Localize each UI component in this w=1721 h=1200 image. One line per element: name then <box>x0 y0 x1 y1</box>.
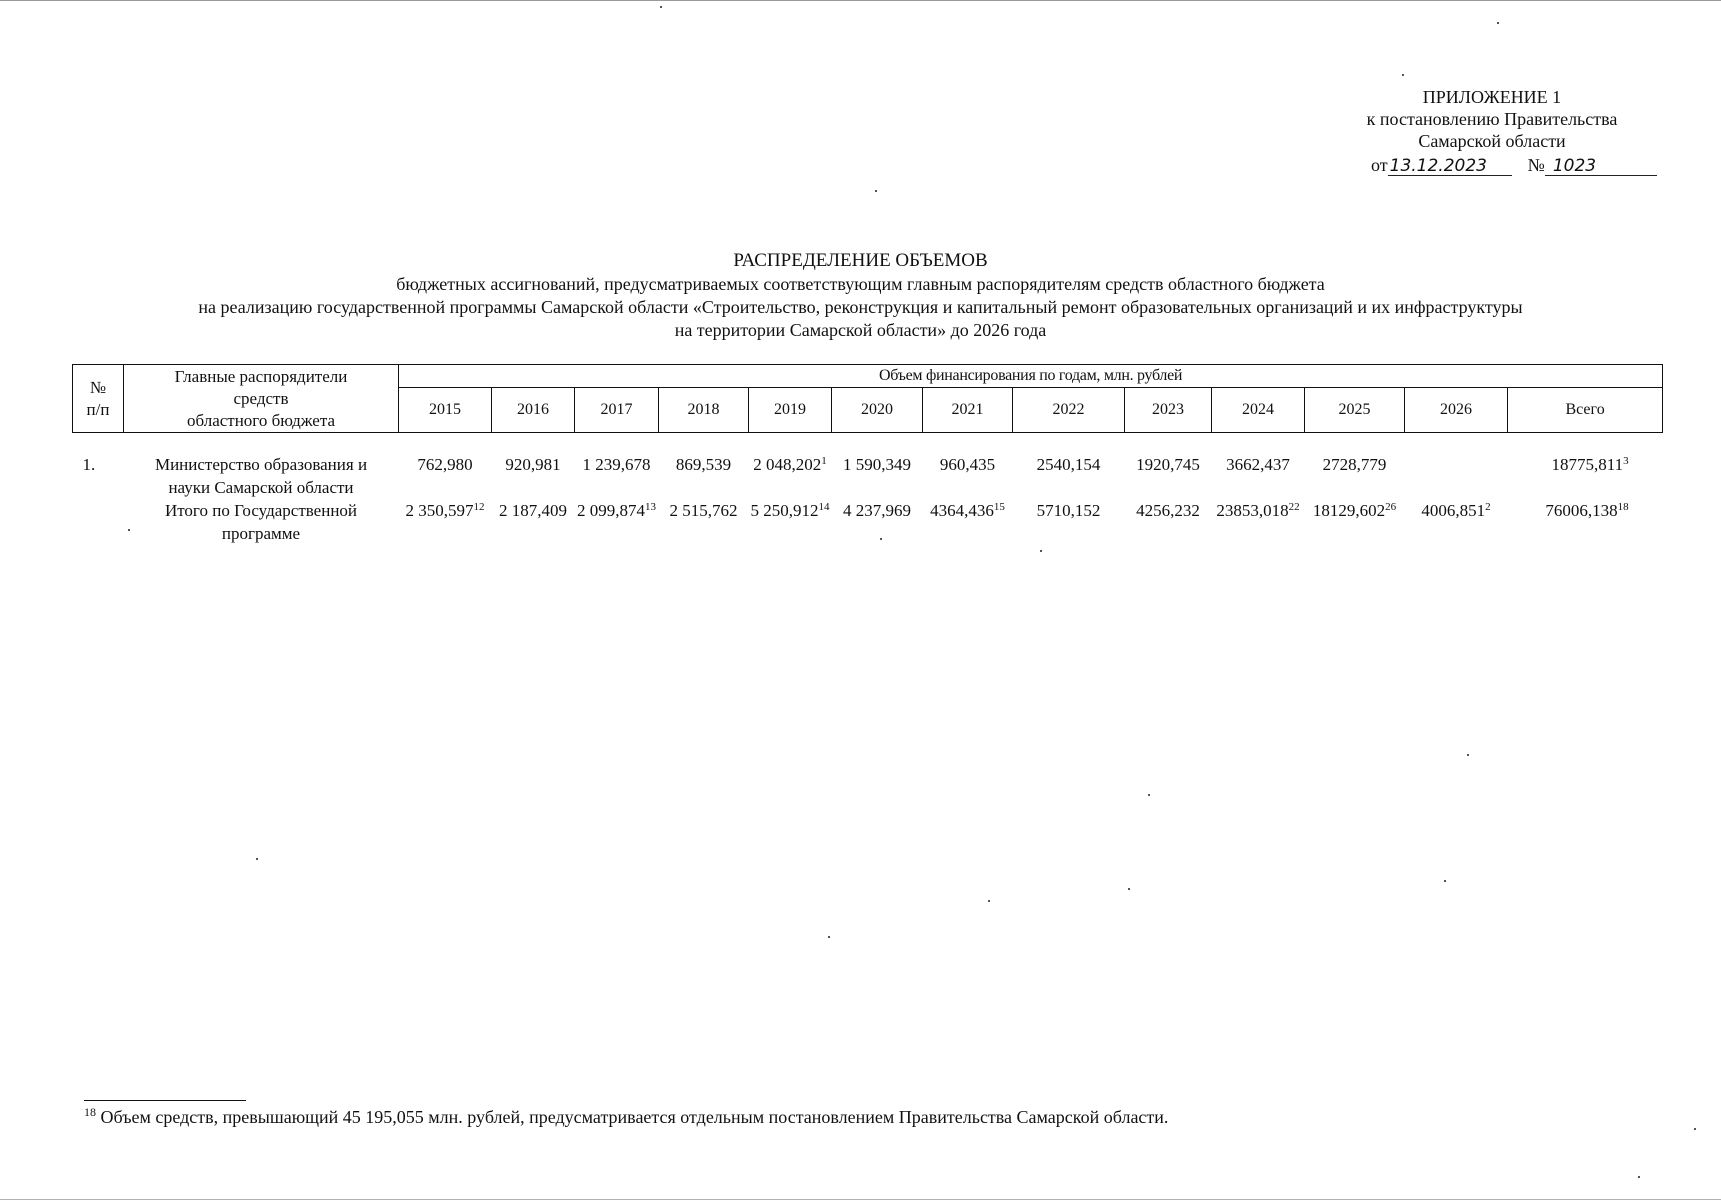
header-year: 2019 <box>749 388 832 433</box>
row-name-line-1: Итого по Государственной <box>164 501 358 520</box>
cell-value: 2 350,597$^{12}$ <box>405 501 485 520</box>
header-distributors-line-2: средств <box>233 388 289 408</box>
appendix-resolution-line: к постановлению Правительства <box>1366 109 1618 129</box>
date-prefix: от <box>1371 155 1388 175</box>
footnote <box>84 1106 1168 1128</box>
scan-speck <box>256 858 258 860</box>
appendix-title: ПРИЛОЖЕНИЕ 1 <box>1422 87 1562 107</box>
cell-value: 762,980 <box>417 455 473 474</box>
scan-speck <box>128 529 130 531</box>
scan-speck <box>1638 1176 1640 1178</box>
cell-value: 4256,232 <box>1136 501 1200 520</box>
document-subtitle-line-2: на реализацию государственной программы Самарской области «Строительство, реконструкция и капитальный ремонт образовательных организаций и их инфраструктуры <box>198 297 1523 317</box>
cell-value: 869,539 <box>675 455 732 474</box>
cell-value: 2 099,874$^{13}$ <box>577 501 656 520</box>
cell-value: 5 250,912$^{14}$ <box>750 501 830 520</box>
cell-value: 2728,779 <box>1322 455 1387 474</box>
scan-speck <box>1040 550 1042 552</box>
cell-value: 1 590,349 <box>843 455 911 474</box>
cell-value: 1920,745 <box>1136 455 1200 474</box>
appendix-block <box>1327 86 1657 176</box>
scan-speck <box>1128 888 1130 890</box>
header-year: 2023 <box>1125 388 1212 433</box>
header-funding-group: Объем финансирования по годам, млн. рублей <box>399 365 1663 388</box>
row-number <box>73 499 124 545</box>
cell-total: 18775,811$^3$ <box>1551 455 1629 474</box>
cell-value: 920,981 <box>505 455 561 474</box>
scan-speck <box>1148 794 1150 796</box>
number-prefix: № <box>1527 155 1545 175</box>
header-year: 2021 <box>923 388 1013 433</box>
cell-value: 4 237,969 <box>843 501 911 520</box>
appendix-date-number <box>1327 154 1657 176</box>
cell-value: 3662,437 <box>1226 455 1290 474</box>
header-year: 2022 <box>1013 388 1125 433</box>
header-distributors-line-1: Главные распорядители <box>174 366 348 386</box>
header-year: 2026 <box>1405 388 1508 433</box>
row-name-line-2: программе <box>221 524 301 543</box>
document-heading: РАСПРЕДЕЛЕНИЕ ОБЪЕМОВ <box>733 250 988 271</box>
cell-value: 4006,851$^2$ <box>1421 501 1491 520</box>
row-name-line-2: науки Самарской области <box>168 478 354 497</box>
scan-speck <box>1467 754 1469 756</box>
header-number-sign: № <box>89 377 107 397</box>
scan-speck <box>828 936 830 938</box>
appendix-region-line: Самарской области <box>1418 131 1566 151</box>
scan-speck <box>660 6 662 8</box>
scan-top-edge <box>0 0 1721 1</box>
document-subtitle-line-3: на территории Самарской области» до 2026 года <box>674 320 1047 340</box>
row-distributor-name <box>124 499 399 545</box>
cell-value: 2 515,762 <box>669 501 738 520</box>
budget-allocation-table <box>72 364 1663 545</box>
document-subtitle-line-1: бюджетных ассигнований, предусматриваемых соответствующим главным распорядителям средств областного бюджета <box>396 274 1325 294</box>
scan-speck <box>1694 1128 1696 1130</box>
footnote-text: Объем средств, превышающий 45 195,055 млн. рублей, предусматривается отдельным постановлением Правительства Самарской области. <box>100 1107 1169 1127</box>
cell-value: 2 187,409 <box>499 501 567 520</box>
handwritten-number: 1023 <box>1545 157 1657 176</box>
row-name-line-1: Министерство образования и <box>154 455 368 474</box>
row-distributor-name <box>124 453 399 499</box>
header-total: Всего <box>1508 388 1663 433</box>
cell-total: 76006,138$^{18}$ <box>1545 501 1629 520</box>
cell-value: 23853,018$^{22}$ <box>1216 501 1300 520</box>
header-pp: п/п <box>86 399 110 419</box>
table-row-ministry <box>73 453 1663 499</box>
header-year: 2018 <box>659 388 749 433</box>
scan-speck <box>988 900 990 902</box>
scan-speck <box>1497 22 1499 24</box>
header-year: 2016 <box>492 388 575 433</box>
header-year: 2024 <box>1212 388 1305 433</box>
row-number: 1. <box>82 455 96 474</box>
table-row-program-total <box>73 499 1663 545</box>
header-distributors-line-3: областного бюджета <box>186 410 335 430</box>
footnote-mark: 18 <box>84 1105 96 1119</box>
header-year: 2017 <box>575 388 659 433</box>
cell-value: 5710,152 <box>1036 501 1101 520</box>
header-distributors <box>124 365 399 433</box>
scan-speck <box>1402 74 1404 76</box>
header-year: 2025 <box>1305 388 1405 433</box>
cell-value: 18129,602$^{26}$ <box>1312 501 1397 520</box>
footnote-separator <box>84 1100 246 1101</box>
cell-value: 960,435 <box>939 455 996 474</box>
cell-value: 1 239,678 <box>582 455 651 474</box>
header-year: 2020 <box>832 388 923 433</box>
header-year: 2015 <box>399 388 492 433</box>
cell-value <box>1405 453 1508 499</box>
cell-value: 2 048,202$^1$ <box>753 455 827 474</box>
cell-value: 4364,436$^{15}$ <box>930 501 1005 520</box>
scan-speck <box>875 190 877 192</box>
header-row-number <box>73 365 124 433</box>
scan-speck <box>1444 880 1446 882</box>
handwritten-date: 13.12.2023 <box>1388 157 1512 176</box>
cell-value: 2540,154 <box>1036 455 1101 474</box>
scan-speck <box>880 538 882 540</box>
